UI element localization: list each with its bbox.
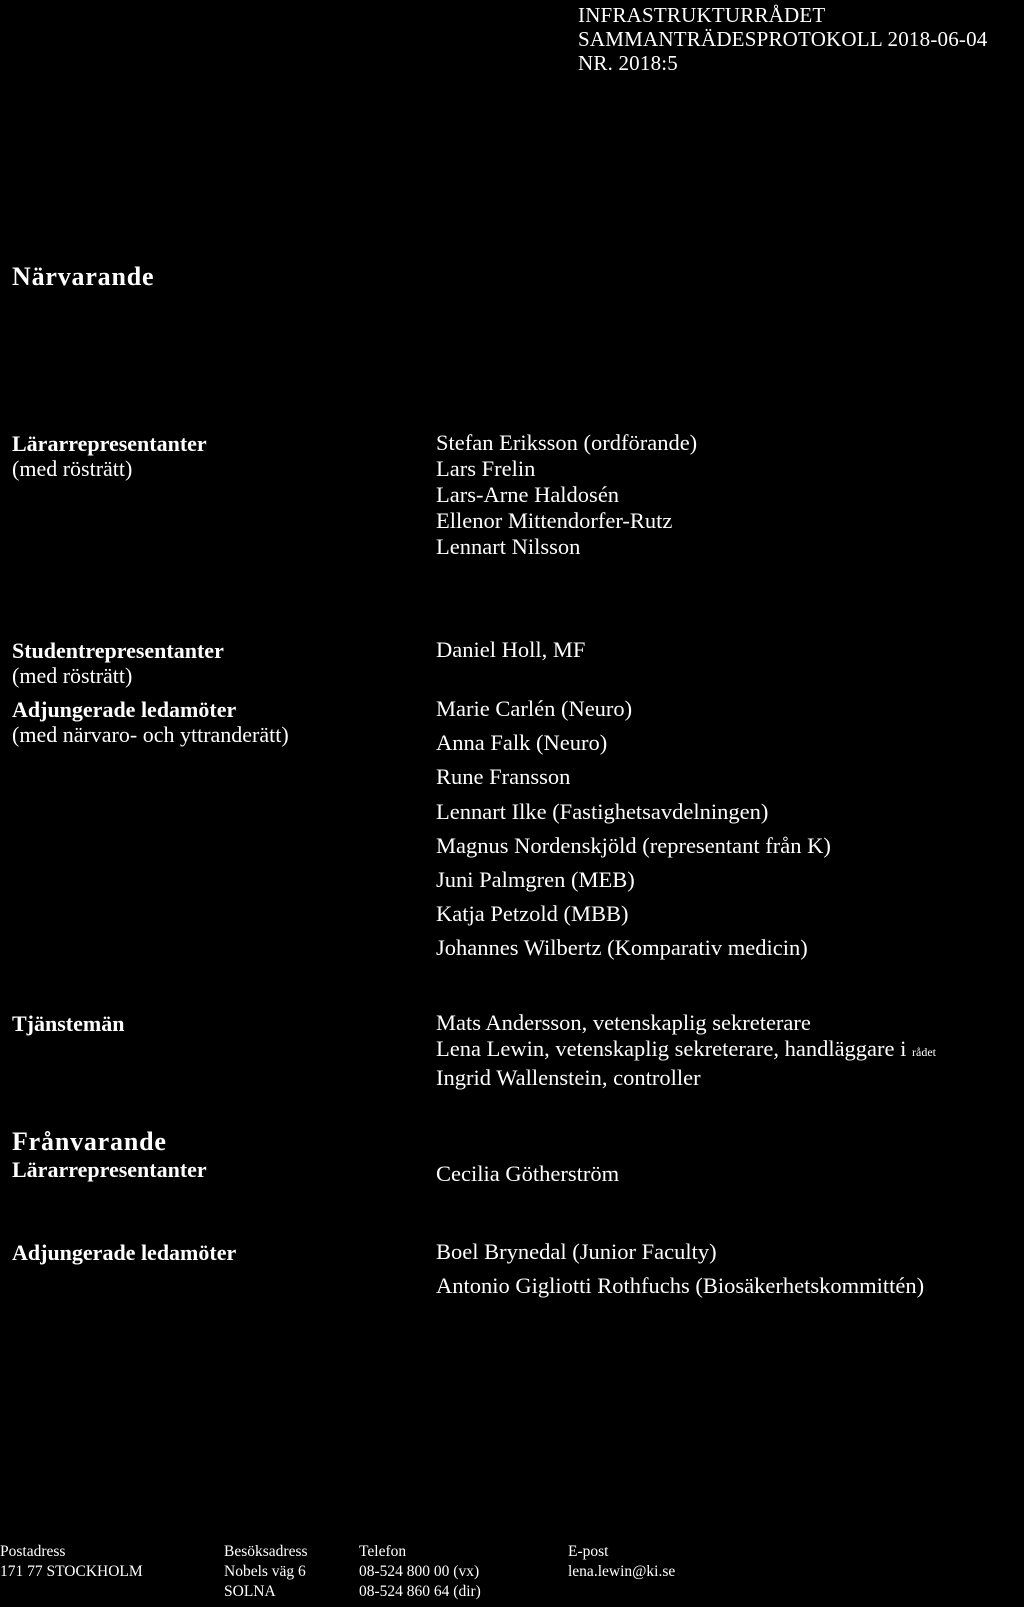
absent-adjunct-names bbox=[436, 1235, 924, 1303]
list-item: Daniel Holl, MF bbox=[436, 637, 586, 662]
footer-email-label: E-post bbox=[568, 1543, 609, 1560]
list-item: Anna Falk (Neuro) bbox=[436, 730, 608, 756]
footer-phone-line2: 08-524 860 64 (dir) bbox=[359, 1583, 481, 1600]
list-item: Katja Petzold (MBB) bbox=[436, 901, 629, 927]
list-item: Johannes Wilbertz (Komparativ medicin) bbox=[436, 935, 808, 961]
list-item: Mats Andersson, vetenskaplig sekreterare bbox=[436, 1010, 811, 1035]
list-item bbox=[436, 1036, 936, 1065]
list-item: Juni Palmgren (MEB) bbox=[436, 867, 635, 893]
header-org: INFRASTRUKTURRÅDET bbox=[578, 3, 826, 27]
adjunct-names bbox=[436, 692, 831, 966]
list-item: Lennart Ilke (Fastighetsavdelningen) bbox=[436, 798, 769, 824]
adjunct-sublabel: (med närvaro- och yttranderätt) bbox=[12, 722, 289, 747]
list-item: Antonio Gigliotti Rothfuchs (Biosäkerhetskommittén) bbox=[436, 1273, 925, 1299]
list-item: Lennart Nilsson bbox=[436, 534, 581, 559]
footer-phone-line1: 08-524 800 00 (vx) bbox=[359, 1563, 480, 1580]
list-item: Ellenor Mittendorfer-Rutz bbox=[436, 508, 673, 533]
absent-heading: Frånvarande bbox=[12, 1127, 167, 1156]
list-item: Marie Carlén (Neuro) bbox=[436, 696, 633, 721]
students-label-block bbox=[12, 638, 224, 688]
footer-visit-line2: SOLNA bbox=[224, 1583, 276, 1600]
footer-email bbox=[568, 1542, 675, 1582]
teachers-label: Lärarrepresentanter bbox=[12, 431, 207, 456]
officials-names bbox=[436, 1010, 936, 1091]
absent-teachers-label: Lärarrepresentanter bbox=[12, 1157, 207, 1182]
adjunct-label: Adjungerade ledamöter bbox=[12, 697, 237, 722]
footer-postal bbox=[0, 1542, 143, 1582]
list-item: Magnus Nordenskjöld (representant från K) bbox=[436, 832, 831, 858]
list-item: Boel Brynedal (Junior Faculty) bbox=[436, 1239, 717, 1264]
official-name-suffix: rådet bbox=[912, 1045, 937, 1059]
list-item: Lars Frelin bbox=[436, 456, 536, 481]
students-label: Studentrepresentanter bbox=[12, 638, 224, 663]
footer-email-value: lena.lewin@ki.se bbox=[568, 1563, 676, 1580]
students-names bbox=[436, 637, 585, 663]
footer-visit-line1: Nobels väg 6 bbox=[224, 1563, 306, 1580]
document-header bbox=[578, 3, 988, 75]
students-sublabel: (med rösträtt) bbox=[12, 663, 133, 688]
teachers-sublabel: (med rösträtt) bbox=[12, 456, 133, 481]
footer-postal-value: 171 77 STOCKHOLM bbox=[0, 1563, 143, 1580]
list-item: Lars-Arne Haldosén bbox=[436, 482, 620, 507]
header-protocol: SAMMANTRÄDESPROTOKOLL 2018-06-04 bbox=[578, 27, 988, 51]
list-item: Rune Fransson bbox=[436, 764, 571, 790]
present-heading: Närvarande bbox=[12, 262, 155, 291]
adjunct-label-block bbox=[12, 697, 289, 747]
officials-label: Tjänstemän bbox=[12, 1011, 125, 1036]
list-item: Ingrid Wallenstein, controller bbox=[436, 1065, 701, 1090]
footer-visit-label: Besöksadress bbox=[224, 1543, 308, 1560]
absent-heading-block bbox=[12, 1127, 207, 1182]
teachers-label-block bbox=[12, 431, 207, 481]
official-name-text: Lena Lewin, vetenskaplig sekreterare, handläggare i bbox=[436, 1036, 907, 1061]
footer-visit bbox=[224, 1542, 308, 1602]
footer-postal-label: Postadress bbox=[0, 1543, 66, 1560]
absent-adjunct-label: Adjungerade ledamöter bbox=[12, 1240, 237, 1265]
header-number: NR. 2018:5 bbox=[578, 51, 679, 75]
list-item: Cecilia Götherström bbox=[436, 1161, 620, 1186]
footer-phone bbox=[359, 1542, 481, 1602]
list-item: Stefan Eriksson (ordförande) bbox=[436, 430, 698, 455]
teachers-names bbox=[436, 430, 697, 560]
footer-phone-label: Telefon bbox=[359, 1543, 407, 1560]
absent-teachers-names bbox=[436, 1161, 619, 1187]
